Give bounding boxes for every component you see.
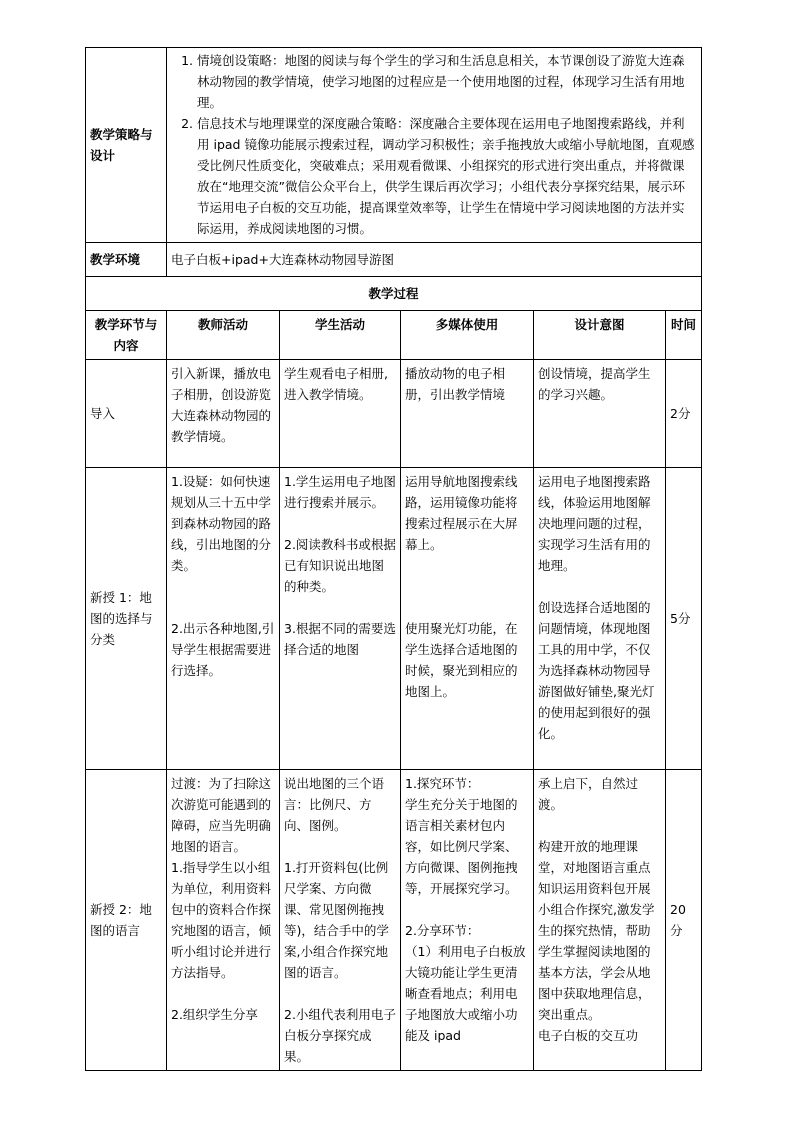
table-row <box>86 770 702 1071</box>
media-text: 学生充分关于地图的语言相关素材包内容，如比例尺学案、方向微课、图例拖拽等，开展探究学习。 <box>405 797 518 896</box>
stage-cell: 新授 1：地图的选择与分类 <box>86 468 167 770</box>
time-cell: 2分 <box>666 360 702 468</box>
student-text: 2.小组代表利用电子白板分享探究成果。 <box>284 1007 396 1064</box>
intent-text: 电子白板的交互功 <box>538 1028 639 1043</box>
intent-text: 构建开放的地理课堂，对地图语言重点知识运用资料包开展小组合作探究,激发学生的探究热情，帮助学生掌握阅读地图的基本方法，学会从地图中获取地理信息，突出重点。 <box>538 839 655 1022</box>
process-title-row <box>86 277 702 311</box>
teacher-text: 1.指导学生以小组为单位，利用资料包中的资料合作探究地图的语言，倾听小组讨论并进行方法指导。 <box>171 860 272 980</box>
media-cell <box>401 360 534 468</box>
student-cell <box>280 468 401 770</box>
environment-label: 教学环境 <box>86 243 167 277</box>
student-text: 3.根据不同的需要选择合适的地图 <box>284 621 396 657</box>
column-header: 设计意图 <box>534 311 666 360</box>
column-header: 学生活动 <box>280 311 401 360</box>
strategy-row <box>86 48 702 243</box>
teacher-cell <box>167 468 280 770</box>
strategy-item: 2. 信息技术与地理课堂的深度融合策略：深度融合主要体现在运用电子地图搜索路线，并利用 ipad 镜像功能展示搜索过程，调动学习积极性；亲手拖拽放大或缩小导航地图，直观感受比例尺性质变化，突破难点；采用观看微课、小组探究的形式进行突出重点，并将微课放在“地理交流”微信公众平台上，供学生课后再次学习；小组代表分享探究结果，展示环节运用电子白板的交互功能，提高课堂效率等，让学生在情境中学习阅读地图的方法并实际运用，养成阅读地图的习惯。 <box>197 113 695 239</box>
media-cell <box>401 770 534 1071</box>
intent-text: 创设选择合适地图的问题情境，体现地图工具的用中学，不仅为选择森林动物园导游图做好铺垫,聚光灯的使用起到很好的强化。 <box>538 600 655 741</box>
teacher-text: 过渡：为了扫除这次游览可能遇到的障碍，应当先明确地图的语言。 <box>171 776 272 854</box>
teacher-text: 引入新课，播放电子相册，创设游览大连森林动物园的教学情境。 <box>171 366 272 444</box>
lesson-plan-table <box>85 47 702 1071</box>
time-cell: 5分 <box>666 468 702 770</box>
environment-value: 电子白板+ipad+大连森林动物园导游图 <box>167 243 702 277</box>
student-text: 说出地图的三个语言：比例尺、方向、图例。 <box>284 776 385 833</box>
media-text: 运用导航地图搜索线路，运用镜像功能将搜索过程展示在大屏幕上。 <box>405 474 518 552</box>
intent-text: 承上启下，自然过渡。 <box>538 776 639 812</box>
stage-cell: 导入 <box>86 360 167 468</box>
intent-text: 运用电子地图搜索路线，体验运用地图解决地理问题的过程，实现学习生活有用的地理。 <box>538 474 651 573</box>
column-header: 教学环节与内容 <box>86 311 167 360</box>
intent-cell <box>534 468 666 770</box>
column-header: 时间 <box>666 311 702 360</box>
student-cell <box>280 770 401 1071</box>
student-text: 学生观看电子相册,进入教学情境。 <box>284 366 388 402</box>
strategy-content <box>167 48 702 243</box>
strategy-label: 教学策略与设计 <box>86 48 167 243</box>
teacher-text: 2.组织学生分享 <box>171 1007 258 1022</box>
student-cell <box>280 360 401 468</box>
student-text: 1.学生运用电子地图进行搜索并展示。 <box>284 474 396 510</box>
process-title: 教学过程 <box>86 277 702 311</box>
teacher-cell <box>167 770 280 1071</box>
environment-row <box>86 243 702 277</box>
column-header-row <box>86 311 702 360</box>
media-text: 播放动物的电子相册，引出教学情境 <box>405 366 506 402</box>
student-text: 1.打开资料包(比例尺学案、方向微课、常见图例拖拽等)，结合手中的学案,小组合作探究地图的语言。 <box>284 860 389 980</box>
media-text: 使用聚光灯功能，在学生选择合适地图的时候，聚光到相应的地图上。 <box>405 621 518 699</box>
table-row <box>86 360 702 468</box>
teacher-text: 1.设疑：如何快速规划从三十五中学到森林动物园的路线，引出地图的分类。 <box>171 474 272 573</box>
strategy-item: 1. 情境创设策略：地图的阅读与每个学生的学习和生活息息相关，本节课创设了游览大连森林动物园的教学情境，使学习地图的过程应是一个使用地图的过程，体现学习生活有用地理。 <box>197 50 695 113</box>
column-header: 多媒体使用 <box>401 311 534 360</box>
table-row <box>86 468 702 770</box>
teacher-text: 2.出示各种地图,引导学生根据需要进行选择。 <box>171 621 275 678</box>
time-cell: 20分 <box>666 770 702 1071</box>
media-text: 2.分享环节： <box>405 923 480 938</box>
teacher-cell <box>167 360 280 468</box>
intent-cell <box>534 360 666 468</box>
stage-cell: 新授 2：地图的语言 <box>86 770 167 1071</box>
media-text: （1）利用电子白板放大镜功能让学生更清晰查看地点；利用电子地图放大或缩小功能及 ipad <box>405 944 526 1043</box>
media-text: 1.探究环节： <box>405 776 480 791</box>
media-cell <box>401 468 534 770</box>
column-header: 教师活动 <box>167 311 280 360</box>
intent-text: 创设情境，提高学生的学习兴趣。 <box>538 366 651 402</box>
student-text: 2.阅读教科书或根据已有知识说出地图的种类。 <box>284 537 396 594</box>
intent-cell <box>534 770 666 1071</box>
